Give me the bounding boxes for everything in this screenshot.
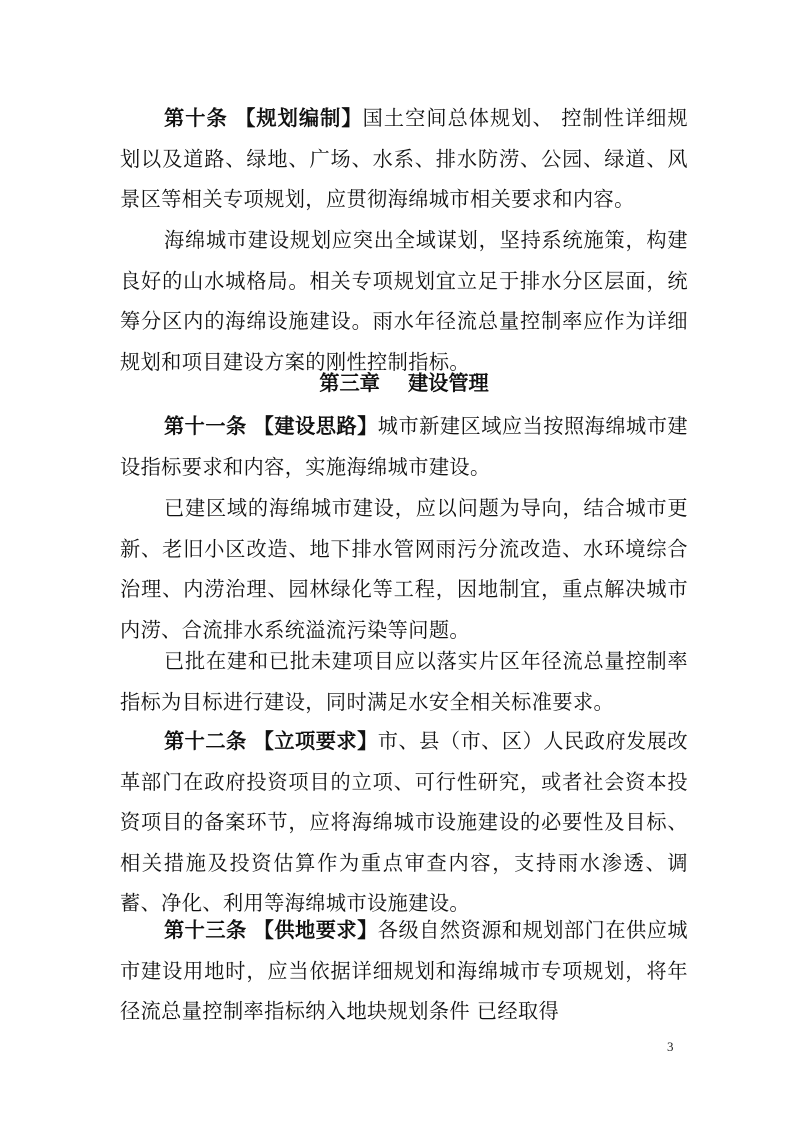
article-text: 城市新建区域应当按照海绵城市建设指标要求和内容，实施海绵城市建设。: [120, 414, 688, 479]
article-number: 第十二条: [164, 729, 247, 753]
article-text: 市、县（市、区）人民政府发展改革部门在政府投资项目的立项、可行性研究，或者社会资本投资项目的备案环节，应将海绵城市设施建设的必要性及目标、相关措施及投资估算作为重点审查内容，支持雨水渗透、调蓄、净化、利用等海绵城市设施建设。: [120, 729, 688, 915]
article-12-paragraph: [120, 721, 688, 924]
paragraph-approved-projects: [120, 641, 688, 722]
article-title: 【供地要求】: [253, 918, 378, 942]
article-title: 【立项要求】: [253, 729, 378, 753]
article-13-paragraph: [120, 910, 688, 1032]
article-text: 国土空间总体规划、 控制性详细规划以及道路、绿地、广场、水系、排水防涝、公园、绿道、风景区等相关专项规划，应贯彻海绵城市相关要求和内容。: [120, 106, 688, 211]
article-10-paragraph: [120, 98, 688, 220]
article-text: 各级自然资源和规划部门在供应城市建设用地时，应当依据详细规划和海绵城市专项规划，将年径流总量控制率指标纳入地块规划条件 已经取得: [120, 918, 688, 1023]
chapter-number: 第三章: [319, 371, 380, 395]
paragraph-planning: [120, 220, 688, 382]
chapter-title: 建设管理: [407, 371, 489, 395]
page-number: 3: [667, 1039, 674, 1054]
paragraph-built-areas: [120, 488, 688, 650]
article-number: 第十三条: [164, 918, 247, 942]
paragraph-text: 已批在建和已批未建项目应以落实片区年径流总量控制率指标为目标进行建设，同时满足水安全相关标准要求。: [120, 649, 688, 714]
article-11-paragraph: [120, 406, 688, 487]
chapter-heading: [120, 363, 688, 404]
paragraph-text: 海绵城市建设规划应突出全域谋划，坚持系统施策，构建良好的山水城格局。相关专项规划宜立足于排水分区层面，统筹分区内的海绵设施建设。雨水年径流总量控制率应作为详细规划和项目建设方案的刚性控制指标。: [120, 228, 688, 374]
article-number: 第十一条: [164, 414, 247, 438]
article-title: 【建设思路】: [253, 414, 378, 438]
article-number: 第十条: [164, 106, 228, 130]
paragraph-text: 已建区域的海绵城市建设，应以问题为导向，结合城市更新、老旧小区改造、地下排水管网雨污分流改造、水环境综合治理、内涝治理、园林绿化等工程，因地制宜，重点解决城市内涝、合流排水系统溢流污染等问题。: [120, 496, 688, 642]
article-title: 【规划编制】: [235, 106, 363, 130]
